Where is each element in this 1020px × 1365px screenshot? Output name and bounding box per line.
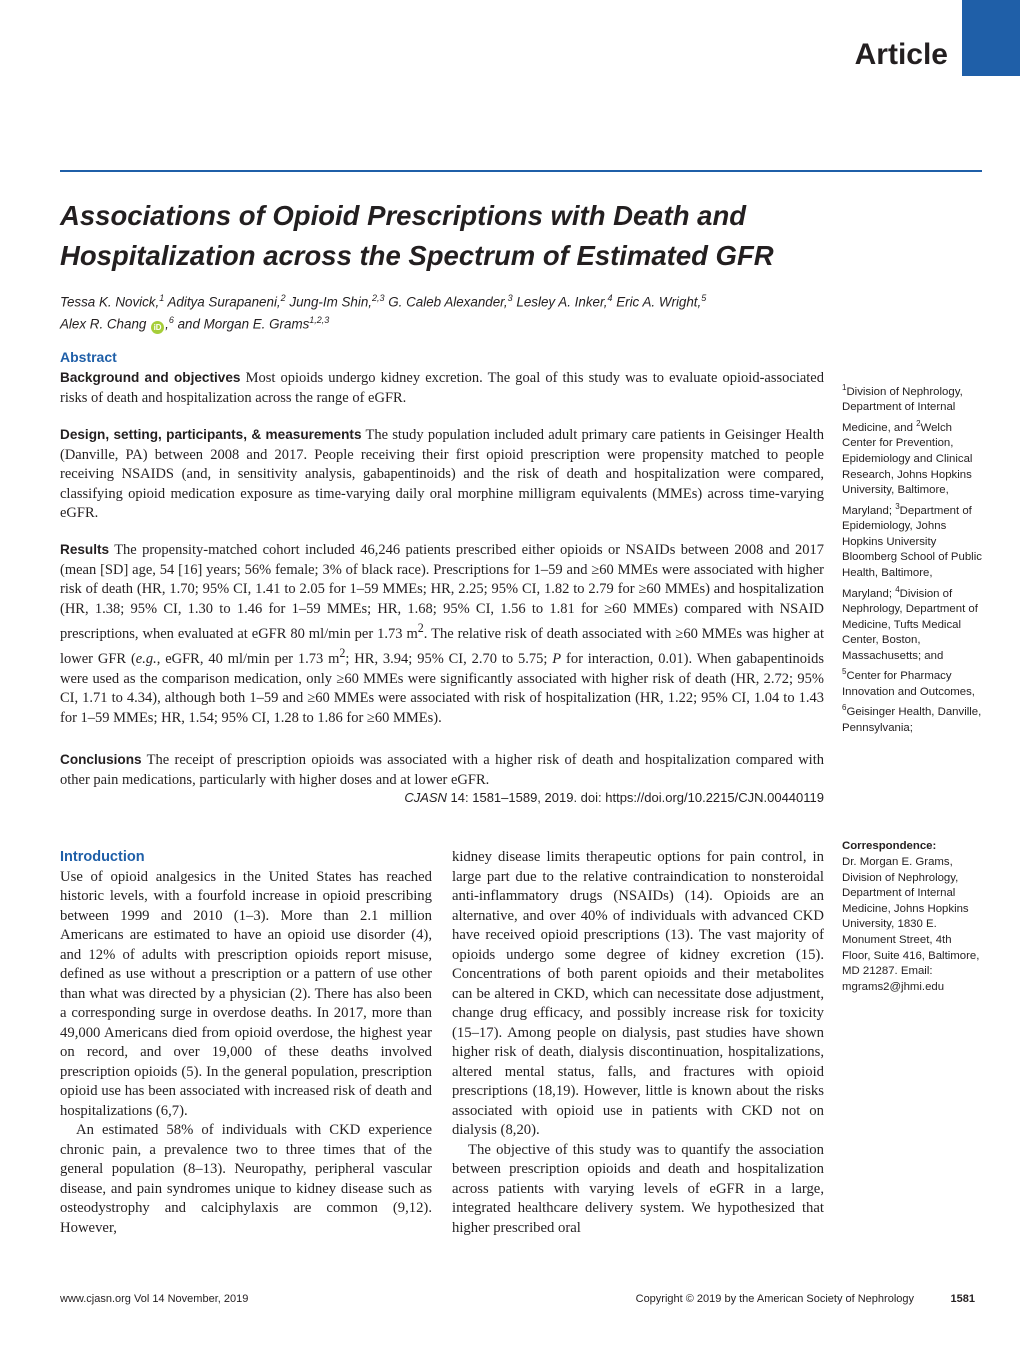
author-name: and Morgan E. Grams — [177, 316, 310, 332]
results-italic: P — [552, 651, 562, 668]
author-affiliation-sup: 4 — [607, 293, 613, 303]
results-text: , eGFR, 40 ml/min per 1.73 m — [156, 651, 340, 668]
footer-journal-info[interactable]: www.cjasn.org Vol 14 November, 2019 — [60, 1293, 249, 1305]
design-text: The study population included adult primary care patients in Geisinger Health (Danville, PA) between 2008 and 2017. People receiving their first opioid prescription were propensity matched to people receiving NSAIDS (and, in sensitivity analysis, gabapentinoids) and the risk of death and hospitalization were compared, classifying opioid medication exposure as time-varying daily oral morphine milligram equivalents (MMEs) across time-varying eGFR. — [60, 427, 824, 521]
results-text: The propensity-matched cohort included 46,246 patients prescribed either opioids or NSAIDs between 2008 and 2017 (mean [SD] age, 54 [16] years; 56% female; 3% of black race). Prescriptions for 1–59 and ≥60 MMEs were associated with higher risk of death (HR, 1.70; 95% CI, 1.41 to 2.05 for 1–59 MMEs; HR, 2.25; 95% CI, 1.82 to 2.79 for ≥60 MMEs) and hospitalization (HR, 1.38; 95% CI, 1.30 to 1.46 for 1–59 MMEs; HR, 1.68; 95% CI, 1.56 to 1.81 for ≥60 MMEs) compared with NSAID prescriptions, when evaluated at eGFR 80 ml/min per 1.73 m — [60, 542, 824, 642]
affiliation-text: Division of Nephrology, Department of Medicine, Tufts Medical Center, Boston, Massachusetts; and — [842, 587, 978, 662]
results-text: for interaction, 0.01). When gabapentinoids were used as the comparison medication, only ≥60 MMEs were significantly associated with higher risk of death (HR, 2.72; 95% CI, 1.71 to 4.34), although both 1–59 and ≥60 MMEs were associated with risk of hospitalization (HR, 1.22; 95% CI, 1.04 to 1.43 for 1–59 MMEs; HR, 1.54; 95% CI, 1.28 to 1.86 for ≥60 MMEs). — [60, 651, 824, 726]
author-name: Alex R. Chang — [60, 316, 147, 332]
background-text: Most opioids undergo kidney excretion. The goal of this study was to evaluate opioid-associated risks of death and hospitalization across the range of eGFR. — [60, 370, 824, 406]
affiliations — [842, 380, 982, 736]
author-name: G. Caleb Alexander, — [388, 294, 508, 310]
superscript: 4 — [895, 584, 900, 594]
results-italic: e.g. — [135, 651, 157, 668]
superscript: 2 — [417, 621, 424, 635]
author-affiliation-sup: 6 — [168, 315, 174, 326]
abstract-results — [60, 540, 824, 728]
author-affiliation-sup: 3 — [507, 293, 513, 303]
body-column-left — [60, 848, 432, 1238]
author-affiliation-sup: 1 — [159, 293, 165, 303]
superscript: 2 — [916, 418, 921, 428]
body-paragraph: Use of opioid analgesics in the United States has reached historic levels, with a fourfold increase in opioid prescribing between 1999 and 2010 (1–3). More than 2.1 million Americans are estimated to have an opioid use disorder (4), and 12% of adults with prescription opioids report misuse, defined as use without a prescription or a pattern of use other than what was directed by a physician (2). There has also been a corresponding surge in overdose deaths. In 2017, more than 49,000 Americans died from opioid overdose, the highest year on record, and over 19,000 of these deaths involved prescription opioids (5). In the general population, prescription opioid use has been associated with increased risk of death and hospitalizations (6,7). — [60, 868, 432, 1119]
body-paragraph: The objective of this study was to quantify the association between prescription opioids and death and hospitalization across patients with varying levels of eGFR in a large, integrated healthcare delivery system. We hypothesized that higher prescribed oral — [452, 1141, 824, 1236]
abstract-design — [60, 425, 824, 524]
superscript: 6 — [842, 703, 847, 713]
body-paragraph: An estimated 58% of individuals with CKD experience chronic pain, a prevalence two to three times that of the general population (8–13). Neuropathy, peripheral vascular disease, and pain syndromes unique to kidney disease such as osteodystrophy and calciphylaxis are common (9,12). However, — [60, 1122, 432, 1236]
header-accent-bar — [962, 0, 1020, 76]
citation-doi[interactable]: 14: 1581–1589, 2019. doi: https://doi.org/10.2215/CJN.00440119 — [446, 790, 824, 805]
affiliation-text: Geisinger Health, Danville, Pennsylvania; — [842, 706, 982, 734]
orcid-icon[interactable]: iD — [151, 321, 164, 334]
background-label: Background and objectives — [60, 370, 241, 385]
article-title: Associations of Opioid Prescriptions with Death and Hospitalization across the Spectrum of Estimated GFR — [60, 200, 774, 271]
affiliation-text: Welch Center for Prevention, Epidemiology and Clinical Research, Johns Hopkins University, Baltimore, Maryland; — [842, 421, 973, 517]
conclusions-label: Conclusions — [60, 752, 142, 767]
body-column-right — [452, 848, 824, 1238]
results-label: Results — [60, 542, 110, 557]
author-name: Tessa K. Novick, — [60, 294, 160, 310]
author-affiliation-sup: 2,3 — [372, 293, 385, 303]
footer-page-number: 1581 — [950, 1293, 975, 1305]
results-text: . The relative risk of death associated with ≥60 MMEs was higher at lower GFR ( — [60, 625, 824, 668]
conclusions-text: The receipt of prescription opioids was associated with a higher risk of death and hospitalization compared with other pain medications, particularly with higher doses and at lower eGFR. — [60, 752, 824, 788]
author-list: Tessa K. Novick,$^1$ Aditya Surapaneni,$^2$ Jung-Im Shin,$^{2,3}$ G. Caleb Alexander,$^3$ Lesley A. Inker,$^4$ Eric A. Wright,$^5$ Alex R. Chang iD ,$^6$ and Morgan E. Grams$^{1,2,3}$ — [60, 293, 707, 332]
correspondence-heading: Correspondence: — [842, 840, 937, 852]
abstract-heading: Abstract — [60, 349, 117, 365]
author-name: Eric A. Wright, — [616, 294, 702, 310]
footer-copyright: Copyright © 2019 by the American Society of Nephrology — [635, 1293, 914, 1305]
affiliation-text: Center for Pharmacy Innovation and Outcomes, — [842, 670, 975, 698]
author-affiliation-sup: 2 — [280, 293, 286, 303]
superscript: 2 — [339, 646, 346, 661]
author-name: Jung-Im Shin, — [289, 294, 373, 310]
citation-line — [404, 790, 824, 805]
abstract-background — [60, 368, 824, 408]
affiliation-text: Division of Nephrology, Department of Internal Medicine, and — [842, 385, 963, 434]
affiliation-text: Department of Epidemiology, Johns Hopkins University Bloomberg School of Public Health, Baltimore, Maryland; — [842, 504, 982, 600]
correspondence-text: Dr. Morgan E. Grams, Division of Nephrology, Department of Internal Medicine, Johns Hopkins University, 1830 E. Monument Street, 4th Floor, Suite 416, Baltimore, MD 21287. Email: mgrams2@jhmi.edu — [842, 856, 980, 993]
introduction-heading: Introduction — [60, 849, 145, 865]
abstract-conclusions — [60, 750, 824, 790]
header-rule — [60, 170, 982, 172]
author-name: Lesley A. Inker, — [516, 294, 608, 310]
author-affiliation-sup: 5 — [701, 293, 707, 303]
superscript: 3 — [895, 501, 900, 511]
article-type-label: Article — [854, 38, 948, 71]
superscript: 5 — [842, 667, 847, 677]
body-paragraph: kidney disease limits therapeutic options for pain control, in large part due to the relative contraindication to nonsteroidal anti-inflammatory drugs (NSAIDs) (14). Opioids are an alternative, and over 40% of individuals with advanced CKD have received opioid prescriptions (13). The vast majority of opioids undergo some degree of kidney excretion (15). Concentrations of both parent opioids and their metabolites can be altered in CKD, which can necessitate dose adjustment, change drug efficacy, and possibly increase risk for toxicity (15–17). Among people on dialysis, past studies have shown higher risk of death, dialysis discontinuation, hospitalizations, altered mental status, falls, and fractures with opioid prescriptions (18,19). However, little is known about the risks associated with opioid use in patients with CKD not on dialysis (8,20). — [452, 849, 824, 1138]
results-text: ; HR, 3.94; 95% CI, 2.70 to 5.75; — [345, 651, 553, 668]
author-name: Aditya Surapaneni, — [167, 294, 281, 310]
design-label: Design, setting, participants, & measurements — [60, 427, 362, 442]
citation-journal: CJASN — [404, 790, 447, 805]
author-affiliation-sup: 1,2,3 — [309, 315, 330, 326]
superscript: 1 — [842, 383, 847, 392]
